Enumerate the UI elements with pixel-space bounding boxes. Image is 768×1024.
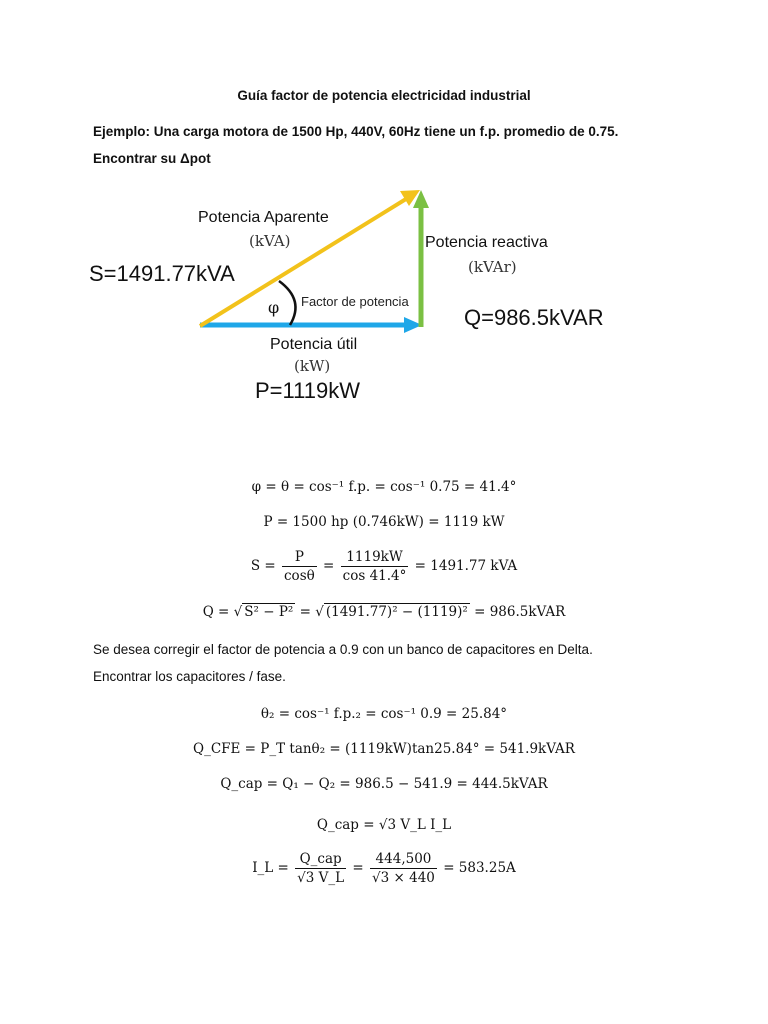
equation-apparent-power	[0, 548, 768, 585]
angle-symbol: φ	[268, 298, 280, 317]
eq9-f2-den: √3 × 440	[372, 870, 435, 886]
example-line-1: Ejemplo: Una carga motora de 1500 Hp, 440V, 60Hz tiene un f.p. promedio de 0.75.	[93, 124, 619, 139]
eq4-rad-1: S² − P²	[244, 604, 294, 620]
reactive-power-value: Q=986.5kVAR	[464, 305, 604, 330]
active-power-label: Potencia útil	[270, 336, 358, 353]
apparent-power-unit: (kVA)	[249, 232, 291, 250]
angle-arc	[279, 281, 295, 325]
equation-q-cfe: Q_CFE = P_T tanθ₂ = (1119kW)tan25.84° = 541.9kVAR	[193, 741, 575, 757]
eq4-sqrt-2: √ (1491.77)² − (1119)²	[315, 604, 468, 620]
eq4-rhs: = 986.5kVAR	[474, 604, 566, 620]
correction-paragraph-line-1: Se desea corregir el factor de potencia a 0.9 con un banco de capacitores en Delta.	[93, 642, 593, 657]
apparent-power-label: Potencia Aparente	[198, 209, 329, 226]
eq9-f1-num: Q_cap	[295, 850, 346, 869]
eq3-f1-den: cosθ	[284, 568, 315, 584]
eq3-f2-den: cos 41.4°	[342, 568, 407, 584]
eq9-f2-num: 444,500	[370, 850, 437, 869]
eq9-lhs: I_L =	[252, 860, 289, 876]
power-triangle-diagram	[0, 0, 768, 420]
eq4-sqrt-1: √ S² − P²	[233, 604, 294, 620]
equation-reactive-power	[0, 604, 768, 620]
eq3-f2-num: 1119kW	[341, 548, 409, 567]
active-power-value: P=1119kW	[255, 378, 360, 403]
equation-corrected-angle: θ₂ = cos⁻¹ f.p.₂ = cos⁻¹ 0.9 = 25.84°	[260, 706, 508, 722]
equation-line-current	[0, 850, 768, 887]
eq9-f1-den: √3 V_L	[297, 870, 345, 886]
angle-label: Factor de potencia	[301, 294, 409, 309]
eq4-lhs: Q =	[202, 604, 230, 620]
example-line-2: Encontrar su Δpot	[93, 151, 211, 166]
eq3-fraction-1	[282, 548, 317, 585]
eq9-mid: =	[352, 860, 364, 876]
reactive-power-label: Potencia reactiva	[425, 234, 548, 251]
active-power-unit: (kW)	[294, 357, 331, 375]
equation-angle: φ = θ = cos⁻¹ f.p. = cos⁻¹ 0.75 = 41.4°	[251, 479, 517, 495]
eq4-rad-2: (1491.77)² − (1119)²	[325, 604, 468, 620]
eq9-rhs: = 583.25A	[443, 860, 516, 876]
eq3-mid: =	[323, 558, 335, 574]
equation-active-power: P = 1500 hp (0.746kW) = 1119 kW	[263, 514, 505, 530]
eq3-f1-num: P	[282, 548, 317, 567]
equation-q-cap: Q_cap = Q₁ − Q₂ = 986.5 − 541.9 = 444.5kVAR	[220, 776, 548, 792]
eq9-fraction-1	[295, 850, 346, 887]
eq9-fraction-2	[370, 850, 437, 887]
equation-q-cap-formula: Q_cap = √3 V_L I_L	[316, 817, 452, 833]
correction-paragraph-line-2: Encontrar los capacitores / fase.	[93, 669, 286, 684]
eq3-rhs: = 1491.77 kVA	[414, 558, 518, 574]
eq3-lhs: S =	[250, 558, 276, 574]
document-title: Guía factor de potencia electricidad industrial	[237, 88, 531, 103]
eq4-mid: =	[299, 604, 311, 620]
reactive-power-unit: (kVAr)	[468, 258, 517, 276]
apparent-power-value: S=1491.77kVA	[89, 261, 235, 286]
eq3-fraction-2	[341, 548, 409, 585]
